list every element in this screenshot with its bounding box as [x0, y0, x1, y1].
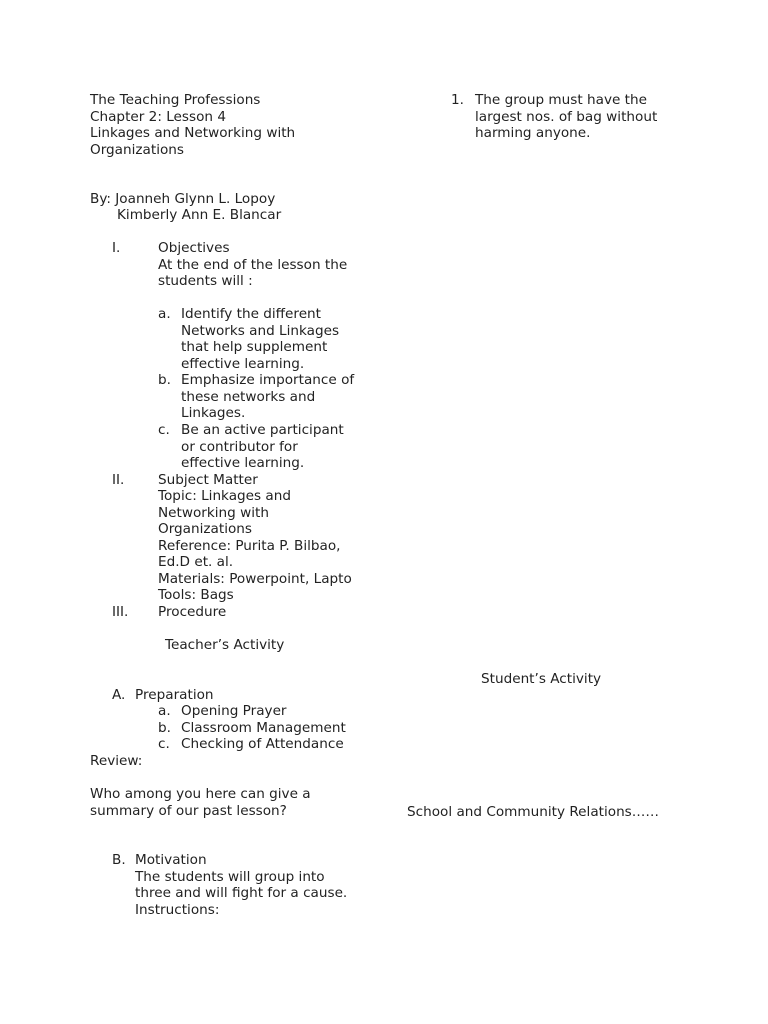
subject-matter-line: Materials: Powerpoint, Lapto — [158, 570, 352, 587]
instruction-line: largest nos. of bag without — [475, 108, 658, 125]
objective-marker-a: a. — [158, 306, 171, 322]
document-title: The Teaching Professions — [90, 92, 261, 108]
subject-matter-line: Topic: Linkages and — [158, 488, 291, 504]
subject-matter-line: Ed.D et. al. — [158, 554, 234, 570]
objective-c-line: or contributor for — [181, 438, 298, 455]
subject-matter-heading: Subject Matter — [158, 471, 258, 488]
instruction-line: The group must have the — [475, 92, 647, 108]
objective-a-line: that help supplement — [181, 339, 328, 355]
preparation-marker-a: a. — [158, 703, 171, 719]
instruction-line: harming anyone. — [475, 125, 591, 141]
preparation-marker: A. — [112, 686, 126, 703]
subject-matter-line: Reference: Purita P. Bilbao, — [158, 537, 341, 554]
objective-b-line: Emphasize importance of — [181, 372, 355, 388]
preparation-item: Checking of Attendance — [181, 736, 344, 752]
review-heading: Review: — [90, 752, 143, 769]
chapter-lesson: Chapter 2: Lesson 4 — [90, 108, 226, 125]
author-second: Kimberly Ann E. Blancar — [117, 207, 282, 223]
lesson-title: Linkages and Networking with — [90, 125, 296, 141]
objective-c-line: Be an active participant — [181, 422, 344, 438]
motivation-line: The students will group into — [135, 868, 325, 885]
motivation-marker: B. — [112, 852, 126, 868]
review-question-cont: summary of our past lesson? — [90, 802, 287, 819]
procedure-heading: Procedure — [158, 604, 227, 620]
objective-a-line: Identify the different — [181, 306, 321, 322]
lesson-title-cont: Organizations — [90, 141, 184, 158]
teacher-activity-heading: Teacher’s Activity — [165, 637, 285, 653]
preparation-marker-b: b. — [158, 719, 171, 736]
preparation-item: Opening Prayer — [181, 703, 287, 719]
student-activity-heading: Student’s Activity — [481, 671, 602, 687]
motivation-heading: Motivation — [135, 852, 207, 868]
preparation-heading: Preparation — [135, 686, 214, 703]
objective-a-line: effective learning. — [181, 355, 305, 372]
objectives-heading: Objectives — [158, 240, 230, 256]
preparation-marker-c: c. — [158, 736, 170, 752]
objectives-intro: At the end of the lesson the — [158, 256, 348, 273]
objective-a-line: Networks and Linkages — [181, 322, 340, 339]
subject-matter-line: Organizations — [158, 521, 252, 537]
review-answer: School and Community Relations…… — [407, 803, 659, 820]
section-numeral-3: III. — [112, 604, 129, 620]
instruction-marker-1: 1. — [451, 92, 464, 108]
subject-matter-line: Tools: Bags — [158, 587, 234, 603]
objective-b-line: these networks and — [181, 388, 316, 405]
motivation-line: Instructions: — [135, 901, 220, 918]
subject-matter-line: Networking with — [158, 504, 269, 521]
review-question: Who among you here can give a — [90, 786, 311, 802]
section-numeral-2: II. — [112, 471, 125, 488]
section-numeral-1: I. — [112, 240, 121, 256]
objective-b-line: Linkages. — [181, 405, 246, 421]
objective-c-line: effective learning. — [181, 455, 305, 471]
author-line: By: Joanneh Glynn L. Lopoy — [90, 190, 276, 207]
objective-marker-c: c. — [158, 422, 170, 438]
objective-marker-b: b. — [158, 372, 171, 388]
motivation-line: three and will fight for a cause. — [135, 885, 348, 901]
preparation-item: Classroom Management — [181, 719, 346, 736]
objectives-intro-cont: students will : — [158, 273, 253, 289]
